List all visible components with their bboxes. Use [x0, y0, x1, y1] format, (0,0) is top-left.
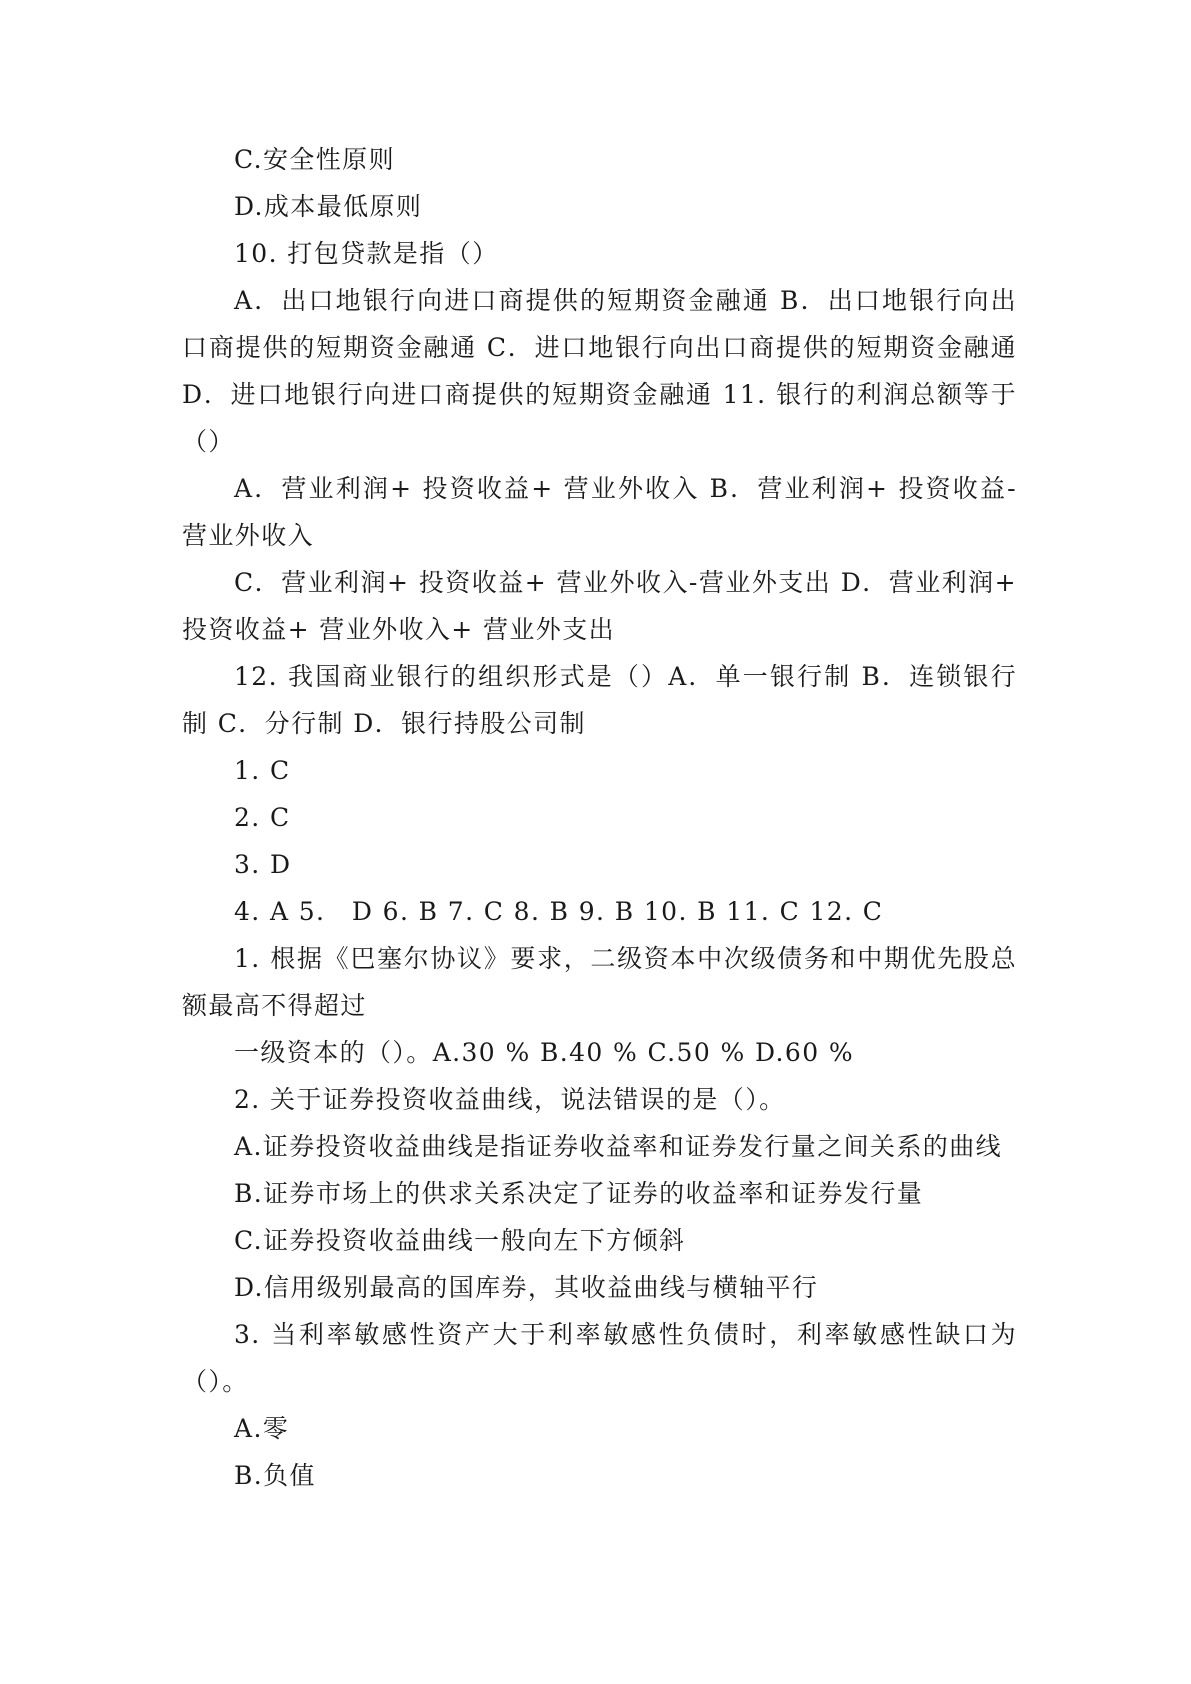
- question-10-options: A．出口地银行向进口商提供的短期资金融通 B．出口地银行向出口商提供的短期资金融通 C．进口地银行向出口商提供的短期资金融通 D．进口地银行向进口商提供的短期资金融通 11. 银行的利润总额等于（）: [182, 286, 1017, 456]
- question-3-option-a: A.零: [234, 1414, 290, 1443]
- answer-2: 2. C: [234, 803, 291, 832]
- answer-1: 1. C: [234, 756, 291, 785]
- option-d-lowest-cost: D.成本最低原则: [234, 192, 423, 221]
- question-11-options-ab: A．营业利润+ 投资收益+ 营业外收入 B．营业利润+ 投资收益-营业外收入: [182, 474, 1017, 550]
- question-3-option-b: B.负值: [234, 1461, 316, 1490]
- question-11-options-cd: C．营业利润+ 投资收益+ 营业外收入-营业外支出 D．营业利润+ 投资收益+ 营业外收入+ 营业外支出: [182, 568, 1017, 644]
- document-body: [182, 136, 1017, 1499]
- question-2-option-a: A.证券投资收益曲线是指证券收益率和证券发行量之间关系的曲线: [234, 1132, 1003, 1161]
- question-yield-curve-2: 2. 关于证券投资收益曲线，说法错误的是（）。: [234, 1085, 786, 1114]
- question-2-option-d: D.信用级别最高的国库券，其收益曲线与横轴平行: [234, 1273, 819, 1302]
- answers-4-to-12: 4. A 5． D 6. B 7. C 8. B 9. B 10. B 11. C 12. C: [234, 897, 884, 926]
- answer-3: 3. D: [234, 850, 292, 879]
- option-c-safety: C.安全性原则: [234, 145, 395, 174]
- question-2-option-c: C.证券投资收益曲线一般向左下方倾斜: [234, 1226, 686, 1255]
- question-10: 10. 打包贷款是指（）: [234, 239, 499, 268]
- question-basel-1-options: 一级资本的（）。A.30 % B.40 % C.50 % D.60 %: [234, 1038, 854, 1067]
- question-2-option-b: B.证券市场上的供求关系决定了证券的收益率和证券发行量: [234, 1179, 924, 1208]
- question-gap-3: 3. 当利率敏感性资产大于利率敏感性负债时，利率敏感性缺口为（）。: [182, 1320, 1017, 1396]
- question-12: 12. 我国商业银行的组织形式是（）A．单一银行制 B．连锁银行制 C．分行制 D．银行持股公司制: [182, 662, 1017, 738]
- question-basel-1: 1. 根据《巴塞尔协议》要求，二级资本中次级债务和中期优先股总额最高不得超过: [182, 944, 1017, 1020]
